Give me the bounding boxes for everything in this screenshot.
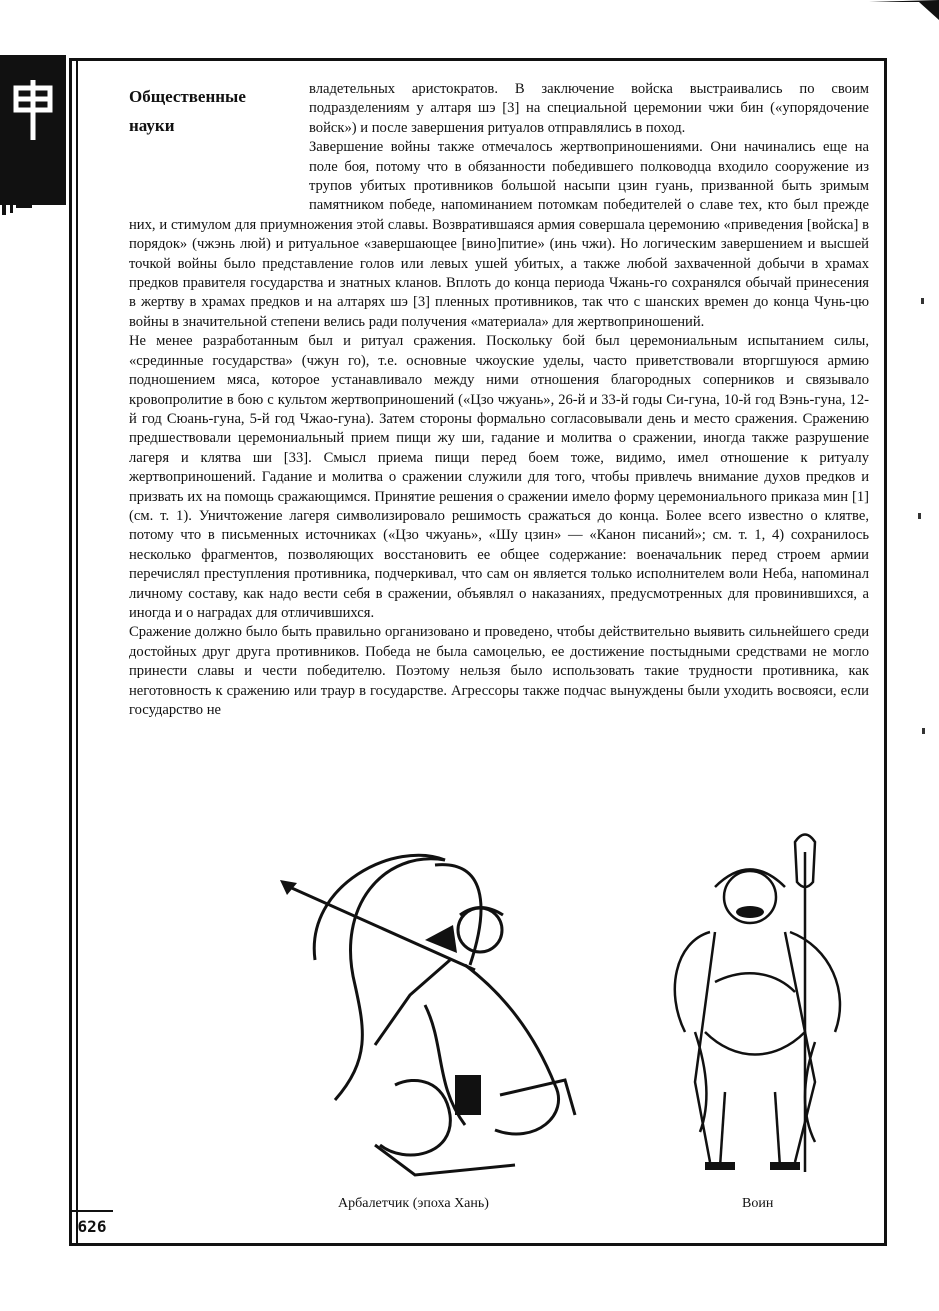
frame-rule	[76, 58, 78, 1243]
paragraph-4: Сражение должно было быть правильно организовано и проведено, чтобы действительно выявить сильнейшего среди достойных друг друга противников. Победа не была самоцелью, ее достижение постыдными средствами не могло принести славы и чести победителю. Поэтому нельзя было использовать такие трудности противника, как неготовность к сражению или траур в государстве. Агрессоры также подчас вынуждены были уходить восвояси, если государство не	[129, 624, 869, 718]
archer-illustration	[275, 845, 600, 1180]
section-heading-line-1: Общественные	[129, 87, 246, 106]
margin-speck	[921, 298, 924, 304]
side-tick-mark	[2, 205, 32, 215]
figure-caption-archer: Арбалетчик (эпоха Хань)	[338, 1196, 489, 1211]
figure-caption-warrior: Воин	[742, 1196, 774, 1211]
paragraph-3: Не менее разработанным был и ритуал сражения. Поскольку бой был церемониальным испытанием силы, «срединные государства» (чжун го), т.е. основные чжоуские уделы, часто приветствовали вторгшуюся армию подношением мяса, которое устанавливало между ними отношения благородных соперников и связывало кровопролитие в бою с культом жертвоприношений («Цзо чжуань», 26-й и 33-й годы Си-гуна, 10-й год Вэнь-гуна, 12-й год Сюань-гуна, 5-й год Чжао-гуна). Затем стороны формально согласовывали день и место сражения. Сражению предшествовали церемониальный прием пищи жу ши, гадание и молитва о сражении, иногда также разрушение лагеря и клятва ши [33]. Смысл приема пищи перед боем тоже, видимо, имел отношение к ритуалу жертвоприношений. Гадание и молитва о сражении служили для того, чтобы привлечь внимание духов предков и призвать их на помощь сражающимся. Принятие решения о сражении имело форму церемониального приказа мин [1] (см. т. 1). Уничтожение лагеря символизировало решимость сражаться до конца. Более всего известно о клятве, потому что в письменных источниках («Цзо чжуань», «Шу цзин» — «Канон писаний»; см. т. 1, 4) сохранилось несколько фрагментов, позволяющих восстановить ее общее содержание: военачальник перед строем армии перечислял преступления противника, подчеркивал, что сам он является только исполнителем воли Неба, напоминал личному составу, как надо вести себя в сражении, объявлял о наказаниях, предусмотренных для провинившихся, а иногда и о наградах для отличившихся.	[129, 333, 869, 621]
paragraph-2: Завершение войны также отмечалось жертвоприношениями. Они начинались еще на поле боя, потому что в обязанности победившего полководца входило сооружение из трупов убитых противников большой насыпи цзин гуань, призванной быть зримым памятником победе, напоминанием потомкам победителей о славе тех, кто был прежде них, и стимулом для приумножения этой славы. Возвратившаяся армия совершала церемонию «приведения [войска] в порядок» (чжэнь люй) и ритуальное «завершающее [вино]питие» (инь чжи). Но логическим завершением и высшей точкой войны было представление голов или левых ушей убитых, а также любой захваченной добычи в храмах предков правителя государства и знатных кланов. Вплоть до конца периода Чжань-го сохранялся обычай принесения в жертву в храмах предков и на алтарях шэ [3] пленных противников, так что с шанских времен до конца Чунь-цю войны в значительной степени велись ради получения «материала» для жертвоприношений.	[129, 139, 869, 330]
paragraph-1: владетельных аристократов. В заключение войска выстраивались по своим подразделениям у алтаря шэ [3] на специальной церемонии чжи бин («упорядочение войск») и после завершения ритуалов отправлялись в поход.	[309, 81, 869, 136]
warrior-illustration	[655, 832, 870, 1182]
article-body	[129, 80, 869, 720]
section-heading-line-2: науки	[129, 116, 175, 135]
page-number: 626	[71, 1210, 113, 1240]
margin-speck	[922, 728, 925, 734]
corner-arrow-mark	[869, 0, 939, 22]
heading-spacer	[129, 80, 309, 198]
chinese-glyph-icon	[8, 80, 60, 140]
margin-speck	[918, 513, 921, 519]
